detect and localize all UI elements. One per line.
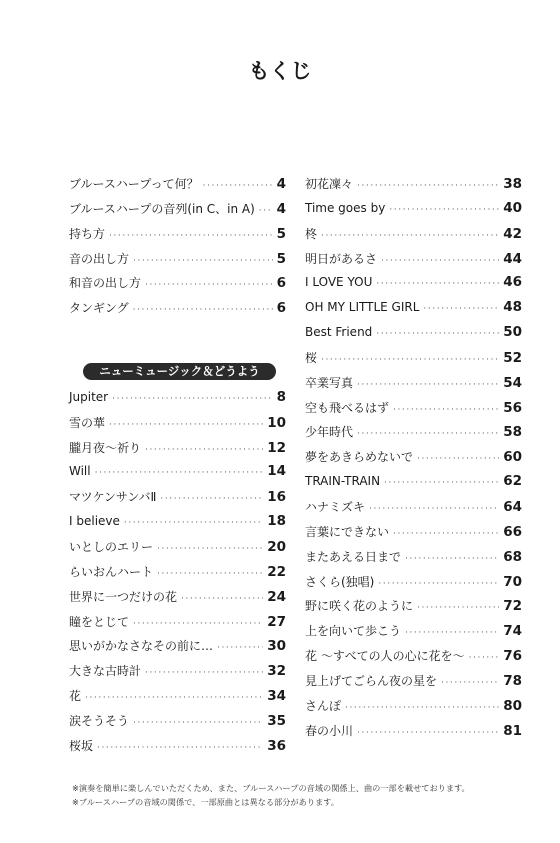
page-number: 36 bbox=[267, 737, 286, 754]
toc-entry bbox=[305, 548, 522, 573]
dot-leader bbox=[423, 304, 499, 314]
entry-title: OH MY LITTLE GIRL bbox=[305, 300, 420, 315]
toc-entry bbox=[305, 647, 522, 672]
page-number: 30 bbox=[267, 638, 286, 655]
dot-leader bbox=[357, 728, 499, 738]
toc-entry bbox=[305, 399, 522, 424]
toc-left-column bbox=[69, 175, 286, 762]
entry-title: I believe bbox=[69, 514, 120, 529]
page-number: 80 bbox=[503, 697, 522, 714]
dot-leader bbox=[405, 554, 499, 564]
toc-entry bbox=[305, 672, 522, 697]
dot-leader bbox=[160, 494, 263, 504]
page-number: 14 bbox=[267, 463, 286, 480]
dot-leader bbox=[124, 518, 263, 528]
song-entries-left bbox=[69, 389, 286, 762]
toc-entry bbox=[69, 488, 286, 513]
entry-title: マツケンサンバⅡ bbox=[69, 490, 157, 505]
toc-entry bbox=[305, 622, 522, 647]
toc-entry bbox=[305, 473, 522, 498]
page-title: もくじ bbox=[248, 59, 312, 83]
dot-leader bbox=[95, 468, 264, 478]
page-number: 4 bbox=[276, 200, 286, 217]
toc-entry bbox=[305, 299, 522, 324]
entry-title: 雪の華 bbox=[69, 415, 106, 430]
page-number: 62 bbox=[503, 473, 522, 490]
toc-entry bbox=[305, 175, 522, 200]
toc-entry bbox=[305, 448, 522, 473]
toc-entry bbox=[305, 324, 522, 349]
toc-entry bbox=[69, 200, 286, 225]
dot-leader bbox=[357, 181, 499, 191]
page-number: 34 bbox=[267, 688, 286, 705]
toc-entry bbox=[69, 687, 286, 712]
entry-title: 上を向いて歩こう bbox=[305, 624, 402, 639]
entry-title: 春の小川 bbox=[305, 723, 354, 738]
toc-entry bbox=[69, 563, 286, 588]
entry-title: 涙そうそう bbox=[69, 713, 130, 728]
dot-leader bbox=[405, 628, 499, 638]
page-number: 42 bbox=[503, 225, 522, 242]
toc-entry bbox=[69, 637, 286, 662]
toc-entry bbox=[69, 712, 286, 737]
entry-title: 柊 bbox=[305, 226, 318, 241]
toc-entry bbox=[305, 597, 522, 622]
entry-title: 花 ～すべての人の心に花を～ bbox=[305, 649, 465, 664]
page-number: 81 bbox=[503, 722, 522, 739]
dot-leader bbox=[321, 355, 499, 365]
page-number: 78 bbox=[503, 672, 522, 689]
page-number: 70 bbox=[503, 573, 522, 590]
dot-leader bbox=[417, 603, 499, 613]
page-number: 58 bbox=[503, 424, 522, 441]
dot-leader bbox=[376, 279, 499, 289]
dot-leader bbox=[469, 653, 500, 663]
page-number: 5 bbox=[276, 250, 286, 267]
toc-entry bbox=[305, 225, 522, 250]
page-number: 68 bbox=[503, 548, 522, 565]
entry-title: 明日があるさ bbox=[305, 251, 378, 266]
entry-title: 大きな古時計 bbox=[69, 664, 142, 679]
page-number: 22 bbox=[267, 563, 286, 580]
dot-leader bbox=[378, 579, 499, 589]
dot-leader bbox=[133, 305, 273, 315]
dot-leader bbox=[376, 329, 499, 339]
dot-leader bbox=[109, 420, 263, 430]
toc-entry bbox=[305, 274, 522, 299]
dot-leader bbox=[145, 280, 273, 290]
page-number: 60 bbox=[503, 449, 522, 466]
page-number: 32 bbox=[267, 663, 286, 680]
toc-entry bbox=[69, 439, 286, 464]
entry-title: Jupiter bbox=[69, 389, 109, 404]
toc-entry bbox=[69, 588, 286, 613]
page-number: 50 bbox=[503, 324, 522, 341]
page-number: 16 bbox=[267, 489, 286, 506]
dot-leader bbox=[393, 405, 499, 415]
page-number: 52 bbox=[503, 349, 522, 366]
toc-entry bbox=[305, 250, 522, 275]
entry-title: 和音の出し方 bbox=[69, 276, 142, 291]
page-number: 66 bbox=[503, 523, 522, 540]
entry-title: ブルースハープって何？ bbox=[69, 177, 199, 191]
toc-entry bbox=[69, 613, 286, 638]
entry-title: さくら(独唱) bbox=[305, 574, 375, 589]
toc-entry bbox=[69, 225, 286, 250]
page-number: 64 bbox=[503, 498, 522, 515]
entry-title: Will bbox=[69, 464, 91, 479]
toc-entry bbox=[305, 523, 522, 548]
section-label: ニューミュージック＆どうよう bbox=[83, 363, 276, 380]
page-number: 74 bbox=[503, 623, 522, 640]
entry-title: 空も飛べるはず bbox=[305, 400, 390, 415]
toc-entry bbox=[69, 538, 286, 563]
entry-title: TRAIN-TRAIN bbox=[305, 474, 381, 489]
page-number: 4 bbox=[276, 176, 286, 192]
dot-leader bbox=[133, 718, 263, 728]
page-number: 40 bbox=[503, 199, 522, 216]
page-number: 20 bbox=[267, 538, 286, 555]
footnotes bbox=[72, 781, 512, 809]
entry-title: 思いがかなさなその前に… bbox=[69, 639, 214, 654]
entry-title: いとしのエリー bbox=[69, 539, 154, 554]
dot-leader bbox=[357, 380, 499, 390]
dot-leader bbox=[389, 205, 499, 215]
entry-title: らいおんハート bbox=[69, 564, 154, 579]
entry-title: Best Friend bbox=[305, 325, 373, 340]
page-number: 56 bbox=[503, 399, 522, 416]
entry-title: 見上げてごらん夜の星を bbox=[305, 673, 438, 688]
dot-leader bbox=[133, 619, 263, 629]
page-number: 6 bbox=[276, 300, 286, 317]
entry-title: 瞳をとじて bbox=[69, 614, 130, 629]
dot-leader bbox=[203, 181, 273, 191]
footnote: ※演奏を簡単に楽しんでいただくため、また、ブルースハープの音域の関係上、曲の一部を載せております。 bbox=[72, 783, 470, 793]
page-number: 8 bbox=[276, 388, 286, 405]
dot-leader bbox=[109, 231, 273, 241]
footnote: ※ブルースハープの音域の関係で、一部原曲とは異なる部分があります。 bbox=[72, 797, 339, 807]
entry-title: タンギング bbox=[69, 301, 129, 316]
page-number: 35 bbox=[267, 712, 286, 729]
entry-title: I LOVE YOU bbox=[305, 275, 373, 290]
dot-leader bbox=[85, 693, 263, 703]
entry-title: 夢をあきらめないで bbox=[305, 450, 414, 465]
entry-title: ブルースハープの音列(in C、in A) bbox=[69, 201, 255, 216]
entry-title: さんぽ bbox=[305, 698, 342, 713]
page-number: 72 bbox=[503, 598, 522, 615]
page-number: 44 bbox=[503, 250, 522, 267]
toc-entry bbox=[305, 573, 522, 598]
dot-leader bbox=[417, 454, 499, 464]
page-number: 24 bbox=[267, 588, 286, 605]
song-entries-right bbox=[305, 175, 522, 746]
toc-entry bbox=[69, 274, 286, 299]
entry-title: ハナミズキ bbox=[305, 499, 366, 514]
toc-entry bbox=[305, 200, 522, 225]
page-number: 54 bbox=[503, 374, 522, 391]
toc-entry bbox=[305, 722, 522, 747]
page-number: 6 bbox=[276, 275, 286, 292]
toc-entry bbox=[69, 175, 286, 200]
dot-leader bbox=[181, 594, 263, 604]
dot-leader bbox=[441, 678, 499, 688]
dot-leader bbox=[133, 256, 273, 266]
dot-leader bbox=[357, 429, 499, 439]
dot-leader bbox=[393, 529, 499, 539]
entry-title: Time goes by bbox=[305, 200, 386, 215]
dot-leader bbox=[384, 478, 499, 488]
entry-title: 桜坂 bbox=[69, 738, 94, 753]
toc-entry bbox=[305, 374, 522, 399]
dot-leader bbox=[157, 544, 263, 554]
dot-leader bbox=[321, 231, 499, 241]
entry-title: 少年時代 bbox=[305, 425, 354, 440]
dot-leader bbox=[381, 256, 499, 266]
dot-leader bbox=[217, 643, 263, 653]
page-number: 12 bbox=[267, 439, 286, 456]
page-number: 10 bbox=[267, 414, 286, 431]
dot-leader bbox=[145, 445, 263, 455]
dot-leader bbox=[345, 703, 499, 713]
entry-title: 音の出し方 bbox=[69, 251, 130, 266]
dot-leader bbox=[145, 668, 263, 678]
entry-title: 卒業写真 bbox=[305, 375, 354, 390]
entry-title: 花 bbox=[69, 689, 82, 704]
toc-entry bbox=[69, 414, 286, 439]
toc-entry bbox=[305, 697, 522, 722]
dot-leader bbox=[157, 569, 263, 579]
toc-entry bbox=[69, 513, 286, 538]
entry-title: 持ち方 bbox=[69, 226, 106, 241]
page-number: 5 bbox=[276, 225, 286, 242]
toc-entry bbox=[305, 423, 522, 448]
entry-title: 野に咲く花のように bbox=[305, 599, 414, 614]
toc-entry bbox=[305, 498, 522, 523]
entry-title: 桜 bbox=[305, 350, 318, 365]
dot-leader bbox=[259, 206, 273, 216]
intro-entries bbox=[69, 175, 286, 324]
toc-right-column bbox=[305, 175, 522, 746]
page-number: 18 bbox=[267, 513, 286, 530]
toc-entry bbox=[69, 389, 286, 414]
entry-title: またあえる日まで bbox=[305, 549, 402, 564]
toc-entry bbox=[305, 349, 522, 374]
page-number: 38 bbox=[503, 176, 522, 192]
page-number: 76 bbox=[503, 648, 522, 665]
dot-leader bbox=[97, 743, 263, 753]
toc-entry bbox=[69, 662, 286, 687]
entry-title: 言葉にできない bbox=[305, 524, 390, 539]
toc-entry bbox=[69, 463, 286, 488]
entry-title: 初花凜々 bbox=[305, 177, 354, 191]
toc-entry bbox=[69, 299, 286, 324]
toc-entry bbox=[69, 737, 286, 762]
entry-title: 朧月夜～祈り bbox=[69, 440, 142, 455]
dot-leader bbox=[112, 394, 272, 404]
entry-title: 世界に一つだけの花 bbox=[69, 589, 178, 604]
page-number: 46 bbox=[503, 274, 522, 291]
dot-leader bbox=[369, 504, 499, 514]
page-number: 48 bbox=[503, 299, 522, 316]
page-number: 27 bbox=[267, 613, 286, 630]
toc-entry bbox=[69, 250, 286, 275]
spacer bbox=[69, 324, 286, 349]
